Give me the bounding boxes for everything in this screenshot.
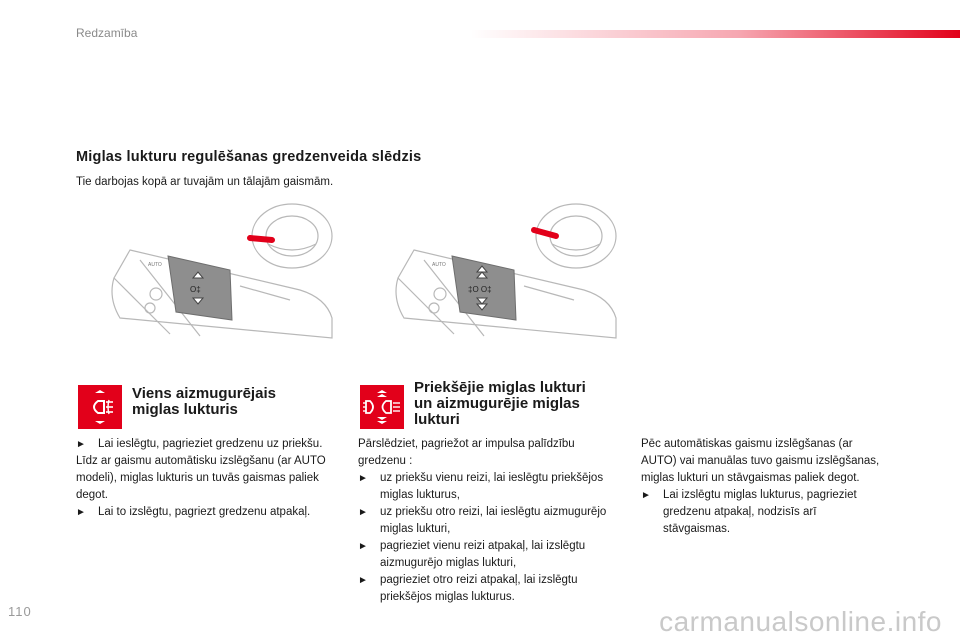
stalk-label: AUTO	[148, 262, 162, 268]
stalk-label: AUTO	[432, 262, 446, 268]
front-rear-fog-intro: Pārslēdziet, pagriežot ar impulsa palīdzību gredzenu :	[358, 438, 575, 467]
list-item: ► pagrieziet vienu reizi atpakaļ, lai izslēgtu aizmugurējo miglas lukturi,	[358, 540, 586, 569]
list-item: ► uz priekšu vienu reizi, lai ieslēgtu priekšējos miglas lukturus,	[358, 472, 604, 501]
auto-lighting-note	[641, 436, 885, 538]
auto-note-text: Pēc automātiskas gaismu izslēgšanas (ar AUTO) vai manuālas tuvo gaismu izslēgšanas, miglas lukturi un stāvgaismas paliek degot.	[641, 438, 880, 484]
front-rear-fog-lamp-icon	[360, 385, 404, 429]
page-subtitle: Tie darbojas kopā ar tuvajām un tālajām gaismām.	[76, 176, 334, 188]
front-rear-fog-instructions	[358, 436, 608, 606]
list-item: ► Lai to izslēgtu, pagriezt gredzenu atpakaļ.	[76, 506, 311, 518]
rear-fog-heading: Viens aizmugurējais miglas lukturis	[132, 385, 276, 418]
page-number: 110	[8, 604, 32, 619]
header-accent-bar	[470, 30, 960, 38]
list-item: ► Lai ieslēgtu, pagrieziet gredzenu uz priekšu.	[76, 438, 323, 450]
rear-fog-instructions	[76, 436, 338, 521]
page-title: Miglas lukturu regulēšanas gredzenveida slēdzis	[76, 149, 422, 165]
list-item: ► pagrieziet otro reizi atpakaļ, lai izslēgtu priekšējos miglas lukturus.	[358, 574, 578, 603]
section-label: Redzamība	[76, 26, 138, 40]
list-item: ► uz priekšu otro reizi, lai ieslēgtu aizmugurējo miglas lukturi,	[358, 506, 607, 535]
watermark: carmanualsonline.info	[659, 606, 942, 637]
rear-fog-note: Līdz ar gaismu automātisku izslēgšanu (ar AUTO modeli), miglas lukturis un tuvās gaismas paliek degot.	[76, 455, 326, 501]
rear-fog-lamp-icon	[78, 385, 122, 429]
svg-text:O‡: O‡	[190, 285, 201, 294]
illustration-front-rear-fog-switch	[384, 198, 624, 348]
front-rear-fog-heading: Priekšējie miglas lukturi un aizmugurējie miglas lukturi	[414, 379, 586, 428]
list-item: ► Lai izslēgtu miglas lukturus, pagrieziet gredzenu atpakaļ, nodzisīs arī stāvgaismas.	[641, 489, 857, 535]
svg-text:‡O O‡: ‡O O‡	[468, 285, 492, 294]
illustration-rear-fog-switch	[100, 198, 340, 348]
